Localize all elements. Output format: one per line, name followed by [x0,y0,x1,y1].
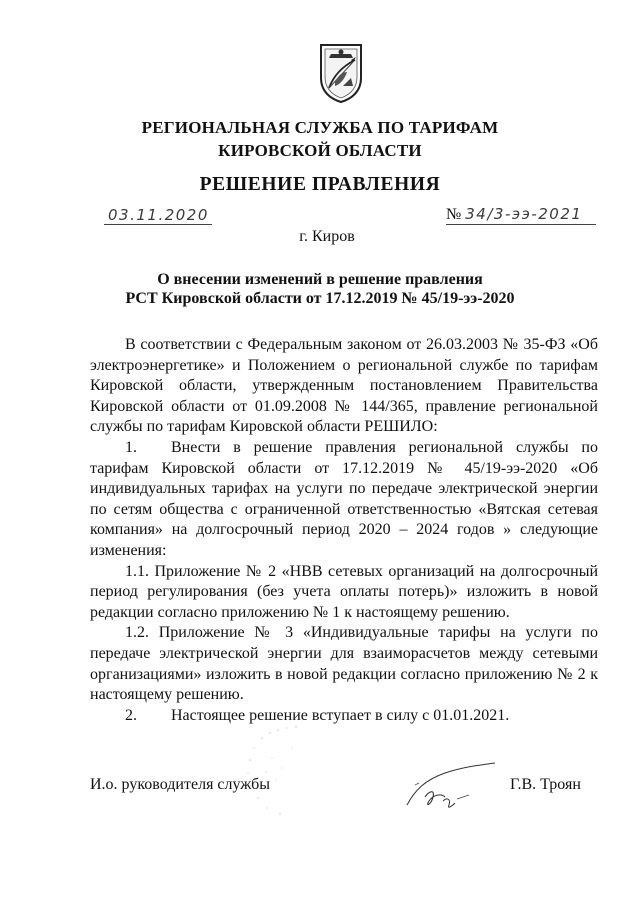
item-2-text: Настоящее решение вступает в силу с 01.01.2021. [171,706,510,724]
organization-name-line2: КИРОВСКОЙ ОБЛАСТИ [218,141,422,160]
document-title: РЕШЕНИЕ ПРАВЛЕНИЯ [199,174,441,195]
document-city: г. Киров [299,228,355,245]
item-1-1-paragraph: 1.1. Приложение № 2 «НВВ сетевых организаций на долгосрочный период регулирования (без учета оплаты потерь)» изложить в новой редакции согласно приложению № 1 к настоящему решению. [90,562,598,621]
item-1-paragraph [90,438,598,562]
document-number-field [446,205,596,225]
document-date: 03.11.2020 [104,206,212,225]
item-1-2-paragraph: 1.2. Приложение № 3 «Индивидуальные тарифы на услуги по передаче электрической энергии для взаиморасчетов между сетевыми организациями» изложить в новой редакции согласно приложению № 2 к настоящему решению. [90,624,598,704]
organization-name-line1: РЕГИОНАЛЬНАЯ СЛУЖБА ПО ТАРИФАМ [141,118,499,137]
signatory-name: Г.В. Троян [510,776,581,793]
subject-line2: РСТ Кировской области от 17.12.2019 № 45/19-ээ-2020 [125,290,515,307]
item-1-number: 1. [125,438,137,456]
number-sign: № [446,206,462,223]
item-1-text: Внести в решение правления региональной службы по тарифам Кировской области от 17.12.2019 № 45/19-ээ-2020 «Об индивидуальных тарифах на услуги по передаче электрической энергии по сетям общества с ограниченной ответственностью «Вятская сетевая компания» на долгосрочный период 2020 – 2024 годов » следующие изменения: [90,438,598,559]
document-body [90,335,598,726]
coat-of-arms-icon [317,42,365,104]
preamble-paragraph: В соответствии с Федеральным законом от 26.03.2003 № 35-ФЗ «Об электроэнергетике» и Положением о региональной службе по тарифам Кировской области, утвержденным постановлением Правительства Кировской области от 01.09.2008 № 144/365, правление региональной службы по тарифам Кировской области РЕШИЛО: [90,336,598,436]
handwritten-signature-icon [385,735,505,825]
document-number: 34/3-ээ-2021 [465,205,583,223]
item-2-number: 2. [125,706,137,724]
subject-line1: О внесении изменений в решение правления [157,271,483,288]
stamp-mark-icon [232,718,362,828]
signatory-position: И.о. руководителя службы [90,776,271,793]
